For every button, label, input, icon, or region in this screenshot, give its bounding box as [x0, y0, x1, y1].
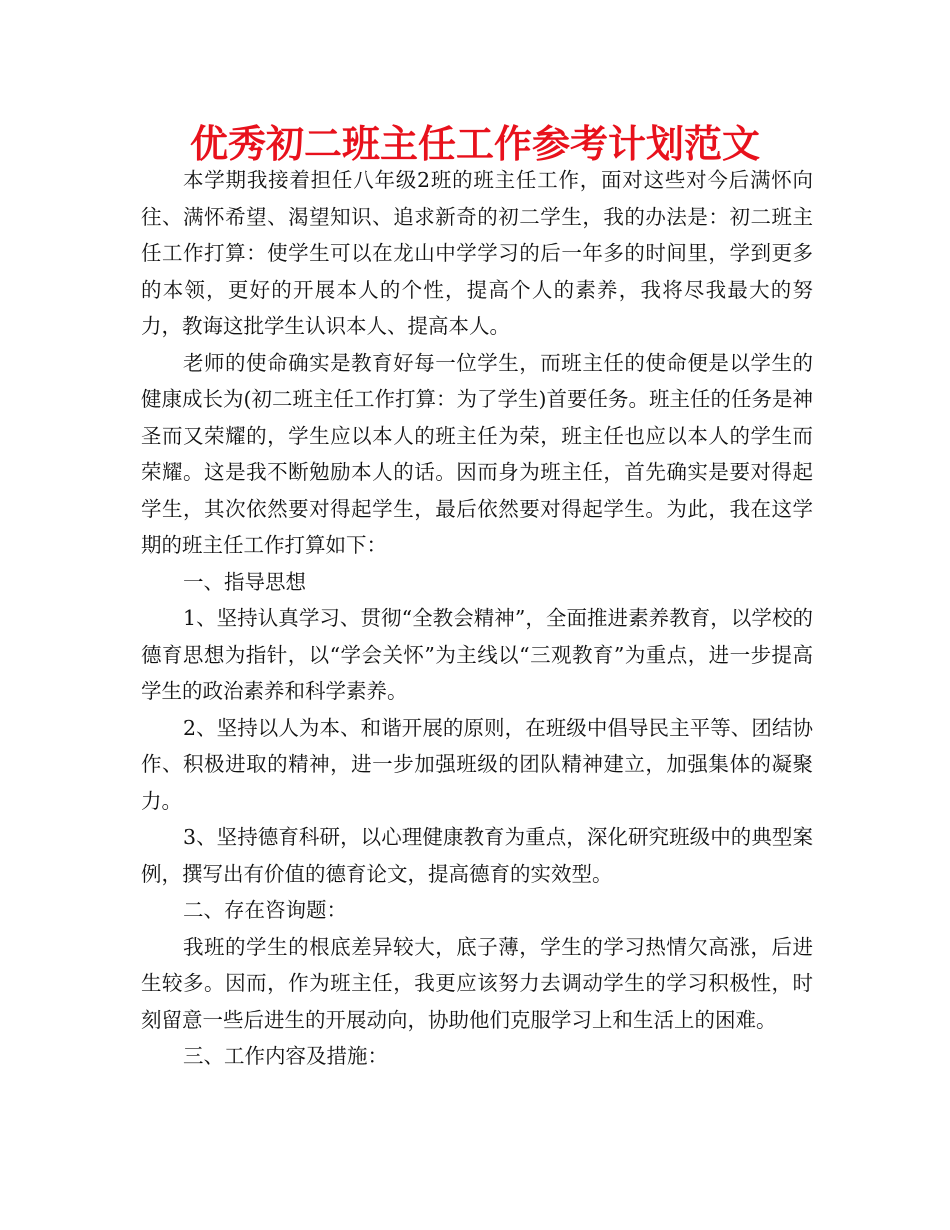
paragraph-mission: 老师的使命确实是教育好每一位学生，而班主任的使命便是以学生的健康成长为(初二班主任工作打算：为了学生)首要任务。班主任的任务是神圣而又荣耀的，学生应以本人的班主任为荣，班主任也应以本人的学生而荣耀。这是我不断勉励本人的话。因而身为班主任，首先确实是要对得起学生，其次依然要对得起学生，最后依然要对得起学生。为此，我在这学期的班主任工作打算如下： — [141, 350, 813, 557]
section-heading-work-content: 三、工作内容及措施： — [183, 1044, 388, 1068]
list-item-1: 1、坚持认真学习、贯彻“全教会精神”，全面推进素养教育，以学校的德育思想为指针，以“学会关怀”为主线以“三观教育”为重点，进一步提高学生的政治素养和科学素养。 — [141, 606, 813, 703]
list-item-3: 3、坚持德育科研，以心理健康教育为重点，深化研究班级中的典型案例，撰写出有价值的德育论文，提高德育的实效型。 — [141, 825, 813, 886]
document-body — [141, 162, 813, 1075]
document-title: 优秀初二班主任工作参考计划范文 — [189, 122, 760, 166]
section-heading-guiding-ideology: 一、指导思想 — [183, 569, 306, 594]
paragraph-intro: 本学期我接着担任八年级2班的班主任工作，面对这些对今后满怀向往、满怀希望、渴望知识、追求新奇的初二学生，我的办法是：初二班主任工作打算：使学生可以在龙山中学学习的后一年多的时间里，学到更多的本领，更好的开展本人的个性，提高个人的素养，我将尽我最大的努力，教诲这批学生认识本人、提高本人。 — [141, 168, 813, 338]
paragraph-problems: 我班的学生的根底差异较大，底子薄，学生的学习热情欠高涨，后进生较多。因而，作为班主任，我更应该努力去调动学生的学习积极性，时刻留意一些后进生的开展动向，协助他们克服学习上和生活上的困难。 — [141, 934, 813, 1032]
section-heading-problems: 二、存在咨询题： — [183, 898, 347, 922]
list-item-2: 2、坚持以人为本、和谐开展的原则，在班级中倡导民主平等、团结协作、积极进取的精神，进一步加强班级的团队精神建立，加强集体的凝聚力。 — [141, 715, 813, 813]
